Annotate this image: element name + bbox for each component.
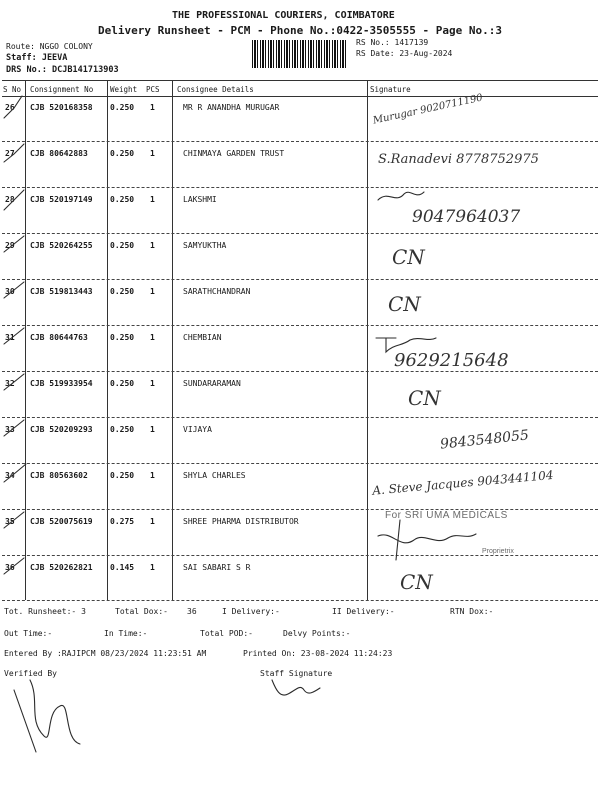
staff-label: Staff: JEEVA	[6, 53, 68, 63]
row-consignee: SHREE PHARMA DISTRIBUTOR	[183, 517, 299, 526]
row-pcs: 1	[150, 103, 155, 112]
staff-signature-label: Staff Signature	[260, 669, 333, 678]
row-consignee: SAI SABARI S R	[183, 563, 251, 572]
row-signature-text: CN	[388, 292, 421, 316]
tick-mark	[4, 96, 22, 118]
row-pcs: 1	[150, 241, 155, 250]
row-pcs: 1	[150, 471, 155, 480]
rtn-dox-label: RTN Dox:-	[450, 607, 494, 616]
row-signature-text: A. Steve Jacques 9043441104	[371, 467, 554, 498]
row-sno: 29	[5, 241, 15, 250]
col-header-weight: Weight	[110, 85, 138, 94]
row-signature-text: CN	[392, 245, 425, 269]
row-consignee: SARATHCHANDRAN	[183, 287, 251, 296]
row-weight: 0.145	[110, 563, 135, 572]
row-sno: 28	[5, 195, 15, 204]
row-weight: 0.275	[110, 517, 135, 526]
verified-signature	[14, 690, 36, 752]
company-title: THE PROFESSIONAL COURIERS, COIMBATORE	[172, 10, 395, 21]
row-pcs: 1	[150, 425, 155, 434]
row-signature-text: CN	[408, 386, 441, 410]
total-runsheet: Tot. Runsheet:- 3	[4, 607, 86, 616]
i-delivery-label: I Delivery:-	[222, 607, 280, 616]
col-header-signature: Signature	[370, 85, 411, 94]
row-consignee: CHEMBIAN	[183, 333, 222, 342]
rs-number: RS No.: 1417139	[356, 38, 429, 47]
row-weight: 0.250	[110, 195, 135, 204]
row-sno: 33	[5, 425, 15, 434]
row-consignment: CJB 520075619	[30, 517, 93, 526]
row-sno: 26	[5, 103, 15, 112]
row-consignment: CJB 80644763	[30, 333, 88, 342]
row-pcs: 1	[150, 149, 155, 158]
row-signature-text: Murugar 9020711190	[372, 92, 484, 127]
row-consignment: CJB 520209293	[30, 425, 93, 434]
tick-mark	[4, 512, 24, 528]
row-pcs: 1	[150, 517, 155, 526]
row-sno: 30	[5, 287, 15, 296]
total-pod-label: Total POD:-	[200, 629, 253, 638]
ii-delivery-label: II Delivery:-	[332, 607, 395, 616]
row-weight: 0.250	[110, 333, 135, 342]
row-sno: 36	[5, 563, 15, 572]
row-pcs: 1	[150, 287, 155, 296]
row-signature-text: S.Ranadevi 8778752975	[378, 152, 539, 167]
pharmacy-stamp: For SRI UMA MEDICALS	[385, 510, 508, 521]
col-header-consignment: Consignment No	[30, 85, 94, 94]
row-consignment: CJB 519813443	[30, 287, 93, 296]
tick-mark	[4, 558, 24, 574]
route-label: Route: NGGO COLONY	[6, 42, 93, 51]
total-dox-label: Total Dox:-	[115, 607, 168, 616]
row-pcs: 1	[150, 195, 155, 204]
row-consignee: SUNDARARAMAN	[183, 379, 241, 388]
row-consignment: CJB 80642883	[30, 149, 88, 158]
row-consignment: CJB 519933954	[30, 379, 93, 388]
runsheet-title: Delivery Runsheet - PCM - Phone No.:0422-3505555 - Page No.:3	[98, 24, 502, 37]
row-consignment: CJB 80563602	[30, 471, 88, 480]
row-weight: 0.250	[110, 103, 135, 112]
row-consignee: SAMYUKTHA	[183, 241, 227, 250]
row-weight: 0.250	[110, 241, 135, 250]
drs-number: DRS No.: DCJB141713903	[6, 65, 119, 75]
row-signature-text: 9843548055	[439, 427, 530, 453]
row-weight: 0.250	[110, 379, 135, 388]
tick-mark	[4, 190, 24, 210]
tick-mark	[4, 464, 26, 482]
row-signature-text: 9629215648	[394, 350, 509, 371]
row-consignee: VIJAYA	[183, 425, 212, 434]
row-consignee: MR R ANANDHA MURUGAR	[183, 103, 280, 112]
verified-by-label: Verified By	[4, 669, 57, 678]
total-dox-value: 36	[187, 607, 197, 616]
row-signature-text: CN	[400, 570, 433, 594]
col-header-pcs: PCS	[146, 85, 160, 94]
col-header-consignee: Consignee Details	[177, 85, 254, 94]
row-consignee: LAKSHMI	[183, 195, 217, 204]
row-pcs: 1	[150, 563, 155, 572]
rs-date: RS Date: 23-Aug-2024	[356, 49, 453, 58]
tick-mark	[4, 328, 24, 344]
signature-scribble	[376, 338, 436, 352]
row-consignment: CJB 520262821	[30, 563, 93, 572]
tick-mark	[4, 420, 24, 436]
in-time-label: In Time:-	[104, 629, 148, 638]
row-weight: 0.250	[110, 149, 135, 158]
signature-scribble	[378, 192, 424, 200]
row-sno: 31	[5, 333, 15, 342]
tick-mark	[4, 374, 24, 390]
tick-mark	[4, 236, 24, 252]
row-signature-text: 9047964037	[412, 207, 521, 227]
row-consignee: CHINMAYA GARDEN TRUST	[183, 149, 285, 158]
row-weight: 0.250	[110, 425, 135, 434]
row-sno: 32	[5, 379, 15, 388]
row-pcs: 1	[150, 333, 155, 342]
staff-signature-mark	[272, 680, 320, 695]
entered-by: Entered By :RAJIPCM 08/23/2024 11:23:51 AM	[4, 649, 207, 658]
row-sno: 27	[5, 149, 15, 158]
row-sno: 35	[5, 517, 15, 526]
row-pcs: 1	[150, 379, 155, 388]
row-consignment: CJB 520264255	[30, 241, 93, 250]
tick-mark	[4, 282, 24, 298]
row-weight: 0.250	[110, 471, 135, 480]
row-consignment: CJB 520197149	[30, 195, 93, 204]
row-consignee: SHYLA CHARLES	[183, 471, 246, 480]
verified-signature	[30, 680, 80, 744]
printed-on: Printed On: 23-08-2024 11:24:23	[243, 649, 393, 658]
row-consignment: CJB 520168358	[30, 103, 93, 112]
row-weight: 0.250	[110, 287, 135, 296]
delvy-points-label: Delvy Points:-	[283, 629, 351, 638]
col-header-sno: S No	[3, 85, 22, 94]
out-time-label: Out Time:-	[4, 629, 53, 638]
tick-mark	[4, 144, 24, 162]
row-sno: 34	[5, 471, 15, 480]
stamp-proprietrix: Proprietrix	[482, 548, 514, 555]
signature-scribble	[378, 534, 476, 543]
